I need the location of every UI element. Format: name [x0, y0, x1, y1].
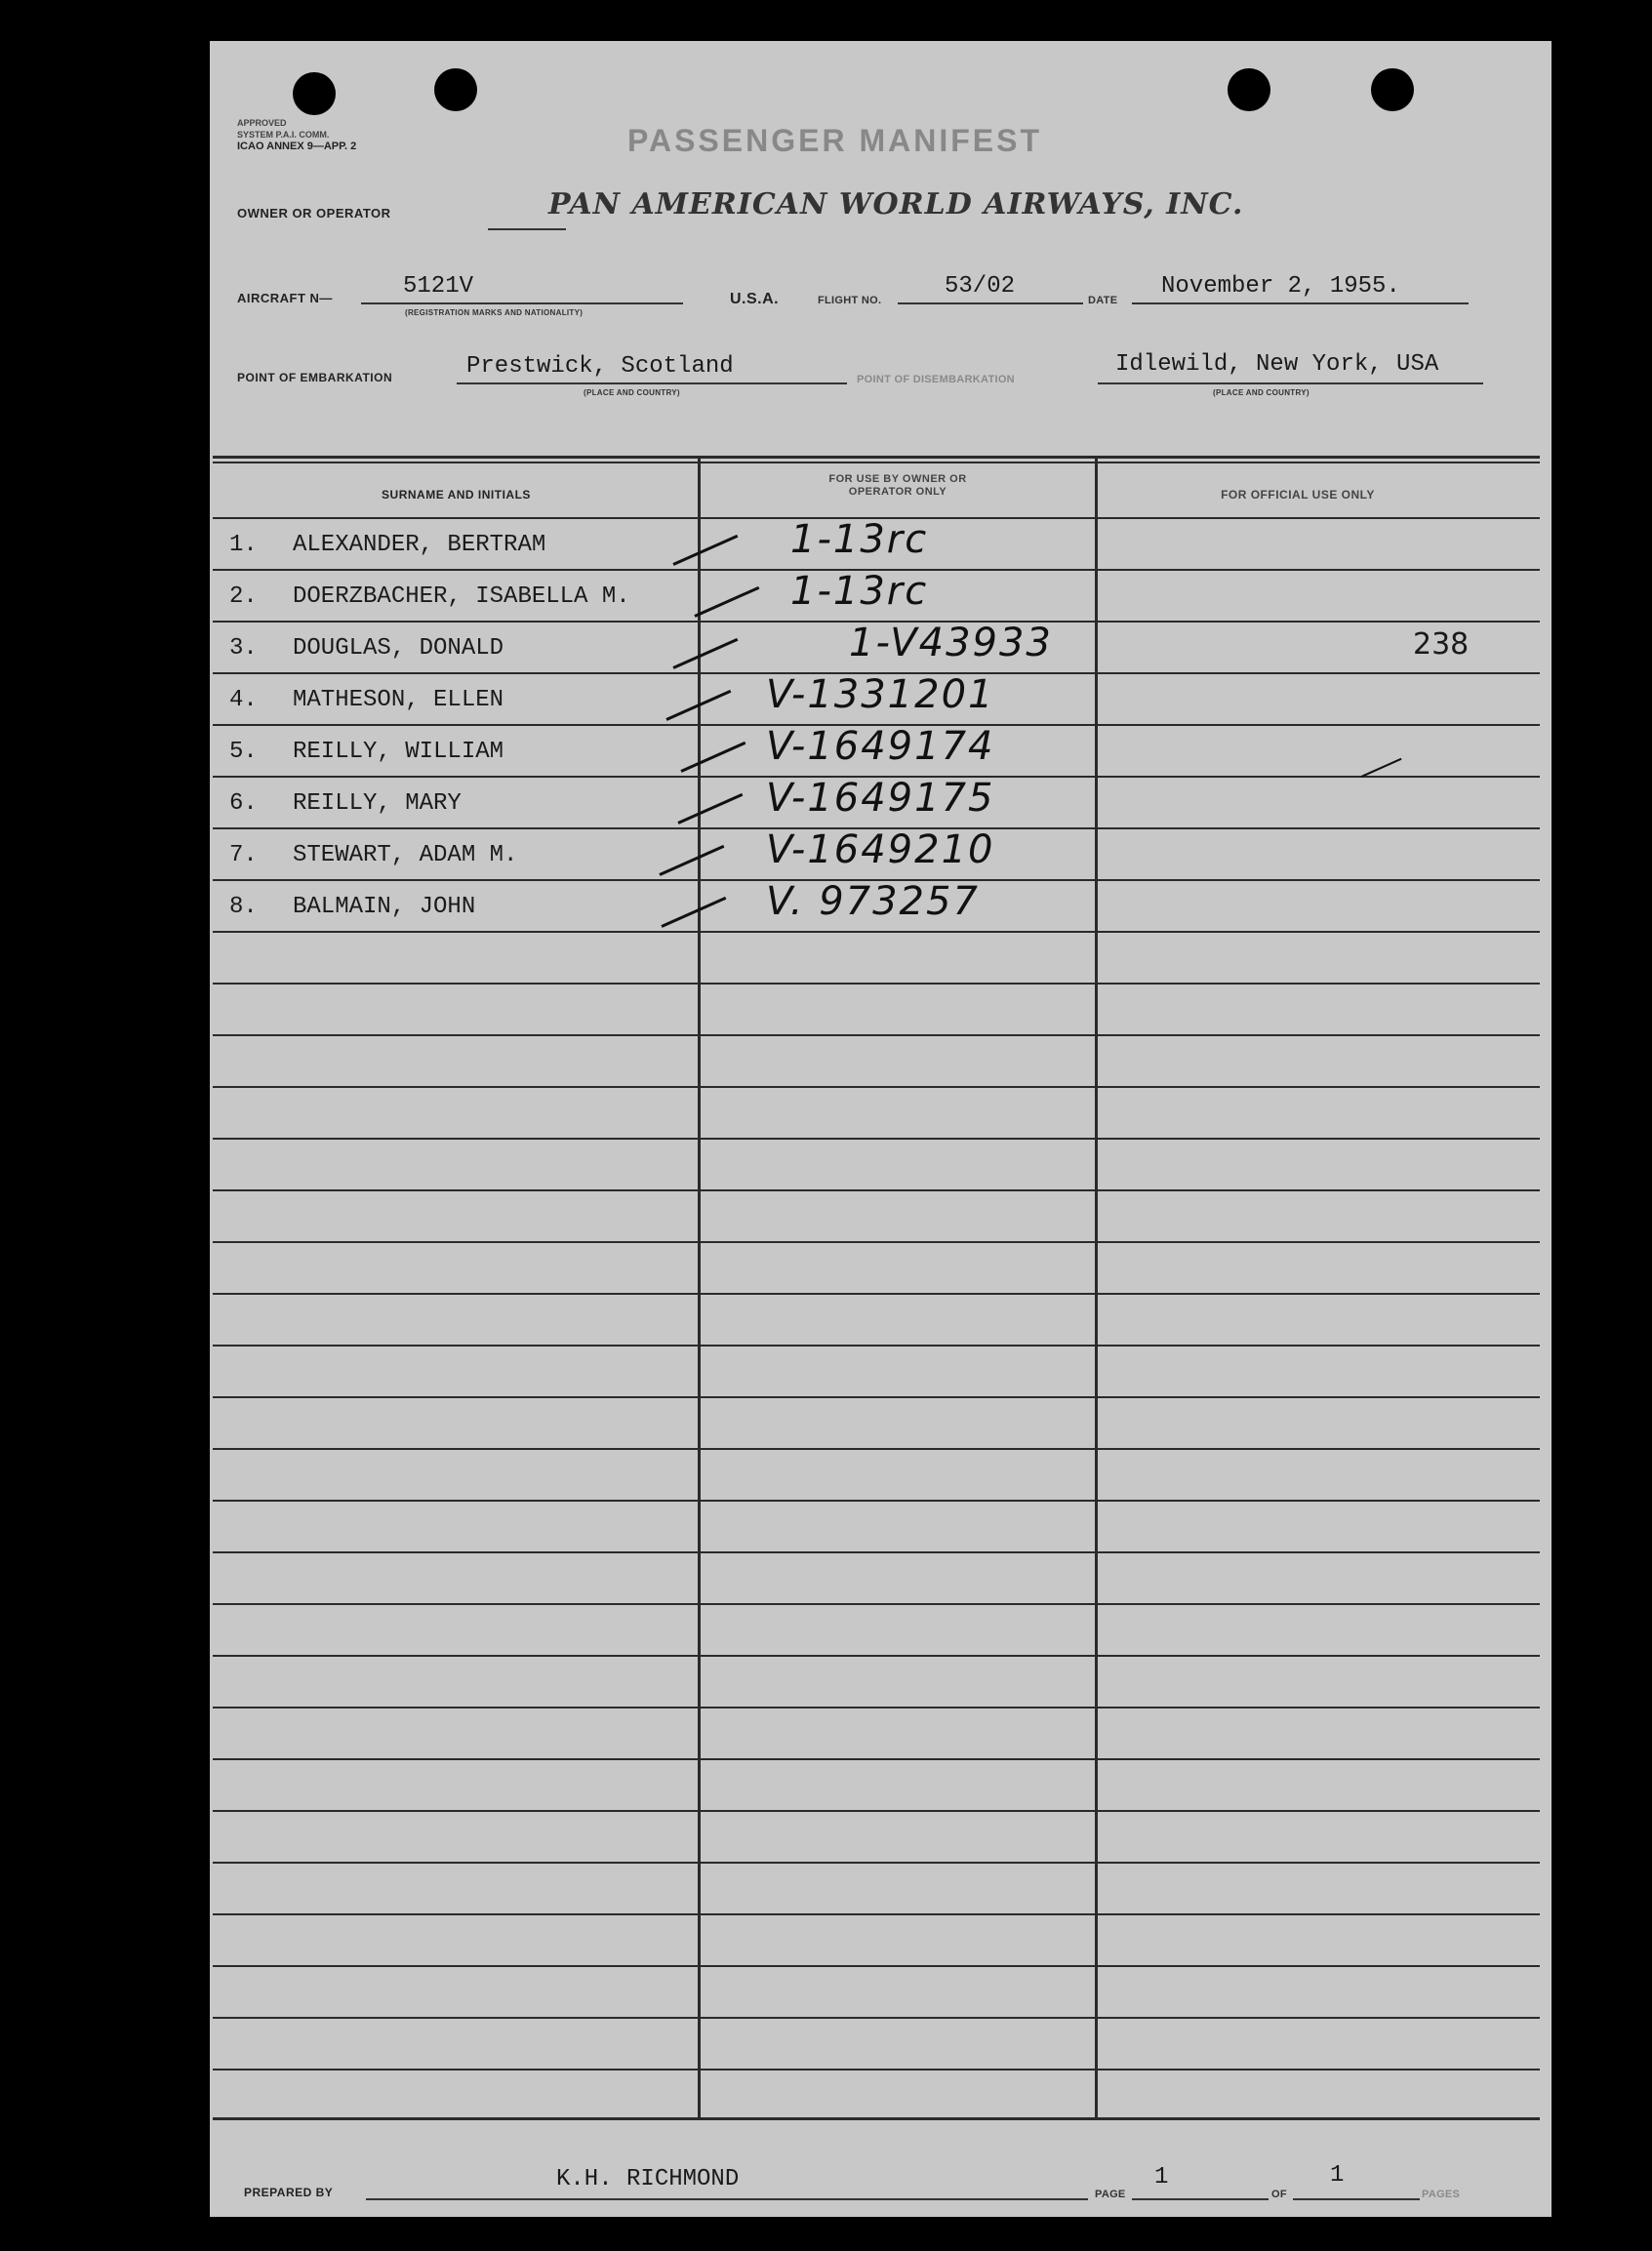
- of-underline: [1293, 2198, 1420, 2200]
- punch-hole-4: [1371, 68, 1414, 111]
- page-underline: [1132, 2198, 1269, 2200]
- aircraft-underline: [361, 302, 683, 304]
- row-rule: [213, 983, 1540, 985]
- operator-ticket-number: V-1649175: [766, 776, 995, 821]
- table-bottom-rule: [213, 2117, 1540, 2120]
- passenger-name: MATHESON, ELLEN: [293, 687, 504, 713]
- row-number: 4.: [229, 687, 258, 713]
- operator-ticket-number: 1-13rc: [790, 569, 929, 614]
- row-rule: [213, 1345, 1540, 1347]
- row-number: 2.: [229, 583, 258, 610]
- row-rule: [213, 1396, 1540, 1398]
- embarkation-value: Prestwick, Scotland: [466, 353, 734, 380]
- disembarkation-label: POINT OF DISEMBARKATION: [857, 374, 1015, 385]
- prepared-by-value: K.H. RICHMOND: [556, 2166, 740, 2192]
- approval-note: [237, 117, 356, 152]
- punch-hole-3: [1228, 68, 1270, 111]
- page-label: PAGE: [1095, 2189, 1126, 2200]
- owner-value: PAN AMERICAN WORLD AIRWAYS, INC.: [548, 187, 1244, 221]
- row-rule: [213, 1034, 1540, 1036]
- row-number: 1.: [229, 532, 258, 558]
- row-rule: [213, 1138, 1540, 1140]
- row-rule: [213, 1189, 1540, 1191]
- passenger-name: STEWART, ADAM M.: [293, 842, 518, 868]
- passenger-name: REILLY, MARY: [293, 790, 462, 817]
- owner-label: OWNER OR OPERATOR: [237, 206, 391, 221]
- passenger-name: ALEXANDER, BERTRAM: [293, 532, 546, 558]
- row-rule: [213, 1965, 1540, 1967]
- row-rule: [213, 1862, 1540, 1864]
- row-number: 3.: [229, 635, 258, 662]
- page-title: PASSENGER MANIFEST: [627, 123, 1042, 158]
- row-rule: [213, 1086, 1540, 1088]
- row-rule: [213, 1551, 1540, 1553]
- embarkation-label: POINT OF EMBARKATION: [237, 371, 393, 384]
- embarkation-underline: [457, 382, 847, 384]
- row-number: 7.: [229, 842, 258, 868]
- prepared-by-label: PREPARED BY: [244, 2186, 334, 2199]
- row-rule: [213, 1913, 1540, 1915]
- date-label: DATE: [1088, 295, 1118, 306]
- operator-ticket-number: V-1331201: [766, 672, 995, 717]
- punch-hole-1: [293, 72, 336, 115]
- embarkation-sublabel: (PLACE AND COUNTRY): [584, 388, 680, 397]
- row-rule: [213, 1293, 1540, 1295]
- row-number: 8.: [229, 894, 258, 920]
- approval-line-2: SYSTEM P.A.I. COMM.: [237, 130, 330, 140]
- passenger-name: DOERZBACHER, ISABELLA M.: [293, 583, 630, 610]
- punch-hole-2: [434, 68, 477, 111]
- column-header-operator-text: FOR USE BY OWNER OR OPERATOR ONLY: [828, 473, 967, 498]
- operator-ticket-number: V. 973257: [766, 879, 980, 924]
- operator-ticket-number: 1-V43933: [849, 621, 1053, 665]
- table-top-rule-2: [213, 462, 1540, 463]
- column-header-official: FOR OFFICIAL USE ONLY: [1221, 488, 1375, 502]
- of-value: 1: [1330, 2162, 1345, 2189]
- aircraft-label: AIRCRAFT N—: [237, 291, 333, 305]
- flight-underline: [898, 302, 1083, 304]
- disembarkation-underline: [1098, 382, 1483, 384]
- flight-label: FLIGHT NO.: [818, 295, 882, 306]
- operator-ticket-number: 1-13rc: [790, 517, 929, 562]
- page-value: 1: [1154, 2164, 1169, 2191]
- passenger-name: BALMAIN, JOHN: [293, 894, 476, 920]
- row-rule: [213, 1758, 1540, 1760]
- column-header-operator: [701, 473, 1095, 499]
- approval-line-1: APPROVED: [237, 118, 287, 128]
- disembarkation-sublabel: (PLACE AND COUNTRY): [1213, 388, 1310, 397]
- date-underline: [1132, 302, 1469, 304]
- row-rule: [213, 1707, 1540, 1708]
- row-number: 6.: [229, 790, 258, 817]
- disembarkation-value: Idlewild, New York, USA: [1115, 351, 1439, 378]
- of-label: OF: [1271, 2189, 1287, 2200]
- row-rule: [213, 1603, 1540, 1605]
- usa-label: U.S.A.: [730, 291, 780, 307]
- row-number: 5.: [229, 739, 258, 765]
- row-rule: [213, 1655, 1540, 1657]
- row-rule: [213, 1810, 1540, 1812]
- flight-value: 53/02: [945, 273, 1016, 300]
- column-header-surname: SURNAME AND INITIALS: [382, 488, 531, 502]
- row-rule: [213, 931, 1540, 933]
- operator-ticket-number: V-1649174: [766, 724, 995, 769]
- operator-ticket-number: V-1649210: [766, 827, 995, 872]
- approval-line-3: ICAO ANNEX 9—APP. 2: [237, 141, 357, 152]
- row-rule: [213, 2069, 1540, 2070]
- aircraft-sublabel: (REGISTRATION MARKS AND NATIONALITY): [405, 308, 584, 317]
- passenger-name: DOUGLAS, DONALD: [293, 635, 504, 662]
- row-rule: [213, 1448, 1540, 1450]
- row-rule: [213, 1241, 1540, 1243]
- passenger-name: REILLY, WILLIAM: [293, 739, 504, 765]
- aircraft-value: 5121V: [403, 273, 474, 300]
- official-use-value: 238: [1413, 627, 1470, 662]
- date-value: November 2, 1955.: [1161, 273, 1400, 300]
- table-top-rule: [213, 456, 1540, 459]
- column-divider-2: [1095, 459, 1098, 2117]
- owner-underline: [488, 228, 566, 230]
- row-rule: [213, 1500, 1540, 1502]
- row-rule: [213, 2017, 1540, 2019]
- prepared-by-underline: [366, 2198, 1088, 2200]
- column-divider-1: [698, 459, 701, 2117]
- pages-label: PAGES: [1422, 2189, 1461, 2200]
